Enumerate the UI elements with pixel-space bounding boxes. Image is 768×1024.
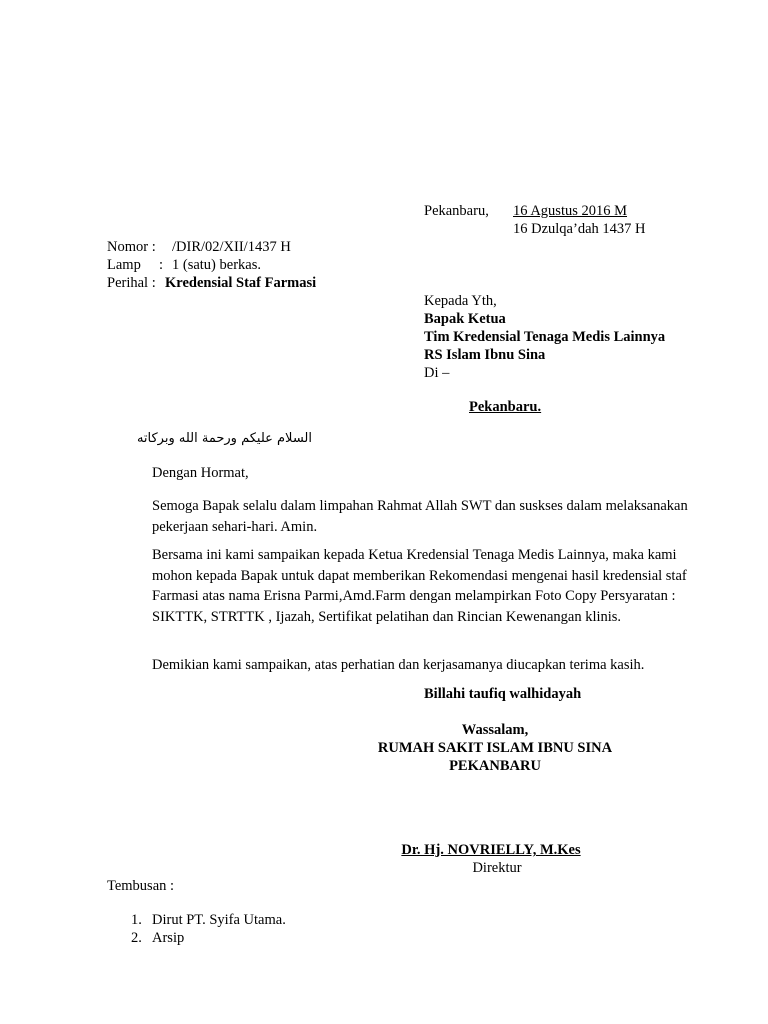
org-line1: RUMAH SAKIT ISLAM IBNU SINA [377, 740, 613, 756]
place-label: Pekanbaru, [424, 203, 489, 219]
perihal-value: Kredensial Staf Farmasi [165, 275, 317, 291]
paragraph-1: Semoga Bapak selalu dalam limpahan Rahmat Allah SWT dan suskses dalam melaksanakan pekerjaan sehari-hari. Amin. [152, 498, 688, 535]
nomor-value: /DIR/02/XII/1437 H [172, 239, 291, 255]
signatory-title: Direktur [472, 860, 522, 876]
signatory-name-text: Dr. Hj. NOVRIELLY, M.Kes [401, 842, 581, 858]
tembusan-item: Dirut PT. Syifa Utama. [152, 912, 286, 928]
lamp-colon: : [159, 257, 164, 273]
tembusan-item-num: 1. [131, 912, 142, 928]
date-gregorian: 16 Agustus 2016 M [513, 203, 628, 219]
org-line2: PEKANBARU [449, 758, 541, 774]
tembusan-item-num: 2. [131, 930, 142, 946]
wassalam: Wassalam, [461, 722, 529, 738]
billahi-line: Billahi taufiq walhidayah [424, 686, 582, 702]
signatory-name [360, 841, 622, 859]
recipient-city: Pekanbaru. [469, 399, 542, 415]
recipient-kepada: Kepada Yth, [424, 293, 497, 309]
tembusan-item: Arsip [152, 930, 185, 946]
recipient-line2: Tim Kredensial Tenaga Medis Lainnya [424, 329, 666, 345]
date-hijri: 16 Dzulqa’dah 1437 H [513, 221, 646, 237]
recipient-line3: RS Islam Ibnu Sina [424, 347, 546, 363]
arabic-greeting: السلام عليكم ورحمة الله وبركاته [136, 431, 312, 446]
lamp-label: Lamp [107, 257, 141, 273]
tembusan-label: Tembusan : [107, 878, 175, 894]
recipient-line4: Di – [424, 365, 450, 381]
nomor-label: Nomor : [107, 239, 156, 255]
lamp-value: 1 (satu) berkas. [172, 257, 261, 273]
salutation: Dengan Hormat, [152, 465, 249, 481]
paragraph-2: Bersama ini kami sampaikan kepada Ketua Kredensial Tenaga Medis Lainnya, maka kami mohon kepada Bapak untuk dapat memberikan Rekomendasi mengenai hasil kredensial staf Farmasi atas nama Erisna Parmi,Amd.Farm dengan melampirkan Foto Copy Persyaratan : SIKTTK, STRTTK , Ijazah, Sertifikat pelatihan dan Rincian Kewenangan klinis. [152, 547, 687, 625]
recipient-line1: Bapak Ketua [424, 311, 506, 327]
perihal-label: Perihal : [107, 275, 156, 291]
paragraph-3: Demikian kami sampaikan, atas perhatian dan kerjasamanya diucapkan terima kasih. [152, 657, 645, 673]
